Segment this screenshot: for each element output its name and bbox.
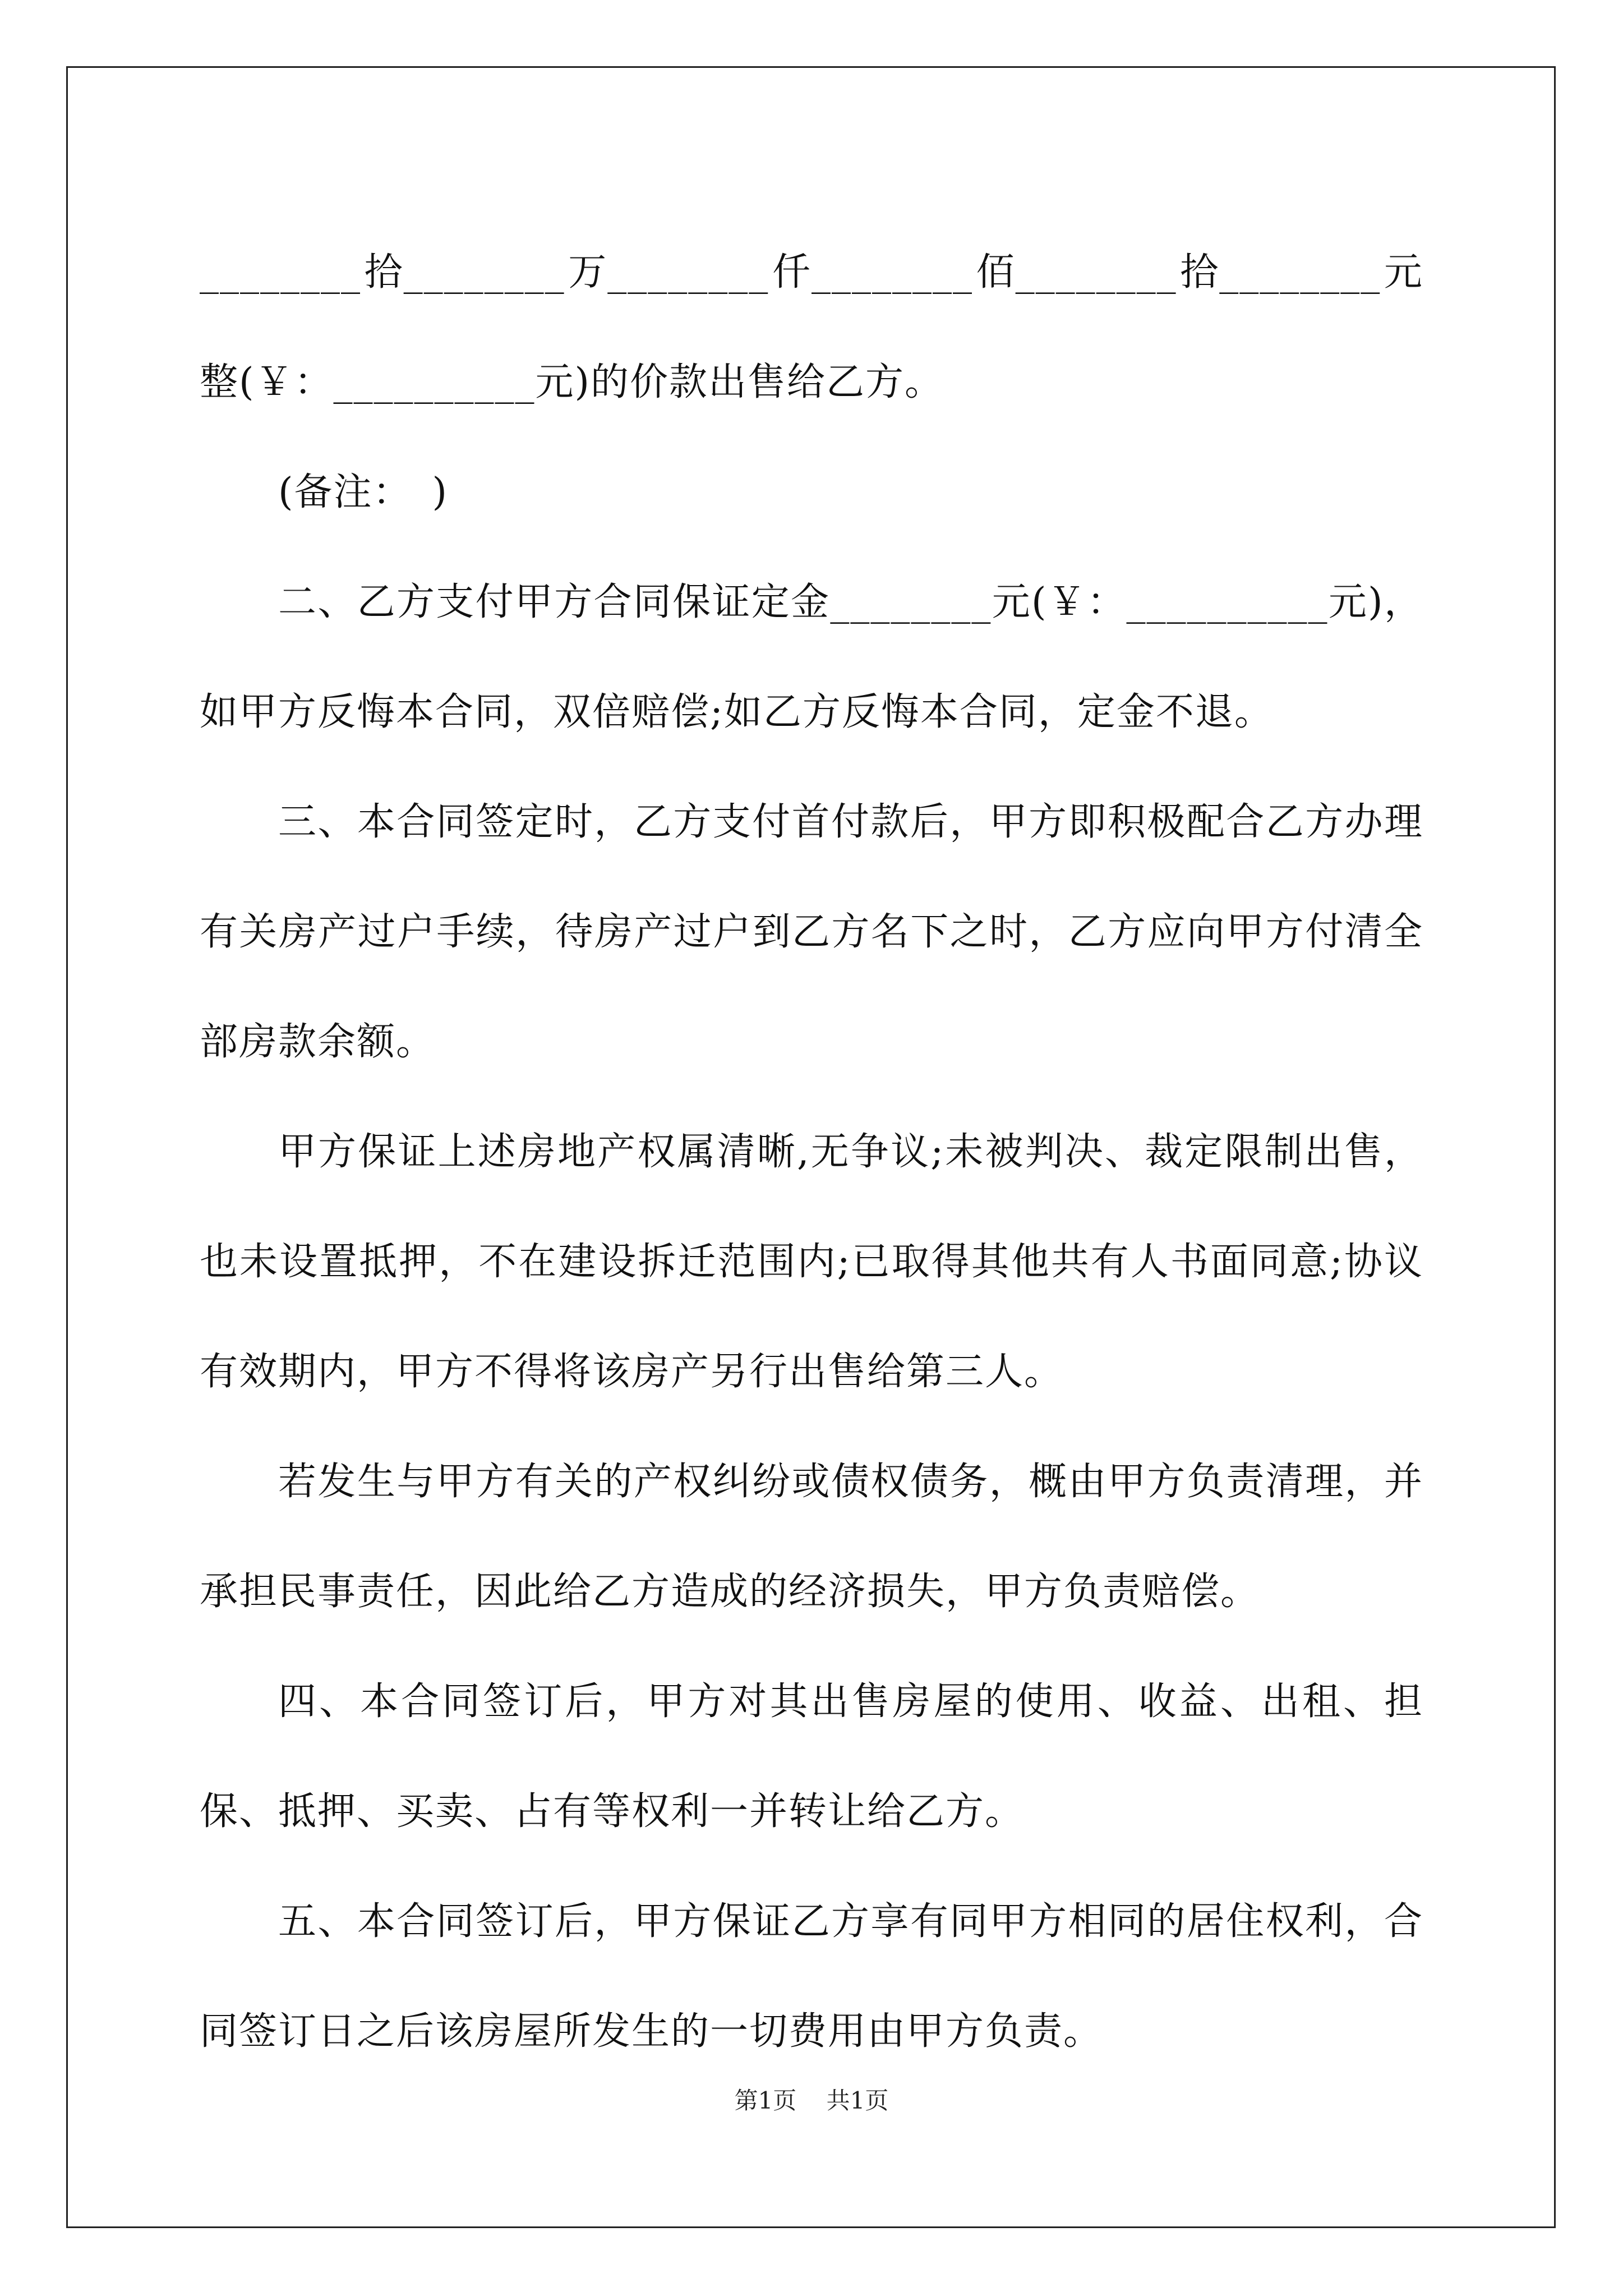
amount-segment: ________ [200,250,361,295]
amount-segment: 拾________ [364,250,565,295]
amount-segment: 仟________ [772,250,973,295]
paragraph-clause-4: 四、本合同签订后，甲方对其出售房屋的使用、收益、出租、担保、抵押、买卖、占有等权利一并转让给乙方。 [200,1680,1423,1834]
amount-line [200,218,1423,328]
page-number: 第1页 [734,2087,797,2114]
amount-segment: 元 [1384,250,1423,295]
page-total: 共1页 [826,2087,889,2114]
document-body [200,218,1423,2087]
paragraph-guarantee: 甲方保证上述房地产权属清晰,无争议;未被判决、裁定限制出售，也未设置抵押，不在建设拆迁范围内;已取得其他共有人书面同意;协议有效期内，甲方不得将该房产另行出售给第三人。 [200,1130,1423,1394]
amount-segment: 万________ [568,250,769,295]
amount-segment: 拾________ [1180,250,1381,295]
page-footer [0,2082,1623,2116]
paragraph-dispute: 若发生与甲方有关的产权纠纷或债权债务，概由甲方负责清理，并承担民事责任，因此给乙方造成的经济损失，甲方负责赔偿。 [200,1460,1423,1614]
paragraph-clause-5: 五、本合同签订后，甲方保证乙方享有同甲方相同的居住权利，合同签订日之后该房屋所发生的一切费用由甲方负责。 [200,1899,1423,2054]
paragraph-clause-2: 二、乙方支付甲方合同保证定金________元(￥：__________元)，如甲方反悔本合同，双倍赔偿;如乙方反悔本合同，定金不退。 [200,580,1423,734]
amount-segment: 佰________ [976,250,1177,295]
paragraph-note: (备注： ) [278,470,449,514]
paragraph-clause-3: 三、本合同签定时，乙方支付首付款后，甲方即积极配合乙方办理有关房产过户手续，待房产过户到乙方名下之时，乙方应向甲方付清全部房款余额。 [200,800,1423,1064]
paragraph-price-continuation: 整(￥：__________元)的价款出售给乙方。 [200,360,944,404]
